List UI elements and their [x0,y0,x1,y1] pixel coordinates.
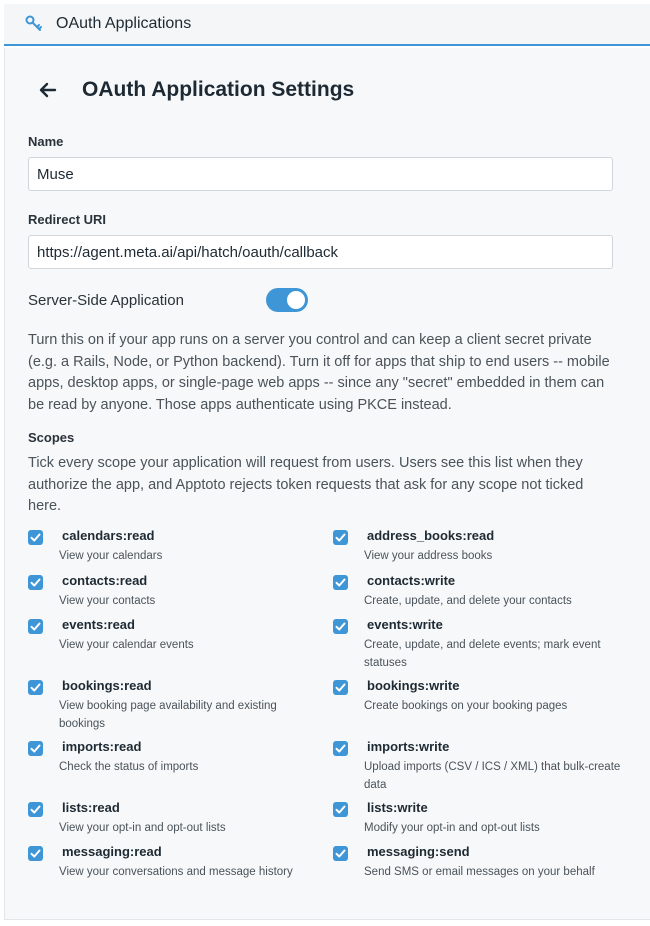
name-label: Name [28,134,64,149]
scope-description: Check the status of imports [59,761,199,773]
scope-checkbox[interactable] [333,575,348,590]
redirect-uri-input[interactable] [28,235,613,269]
scopes-help: Tick every scope your application will request from users. Users see this list when they authorize the app, and Apptoto rejects token requests that ask for any scope not ticked here. [28,455,584,514]
panel-header [4,4,650,46]
check-icon [30,743,41,754]
scope-name: bookings:read [62,678,152,693]
check-icon [335,848,346,859]
scope-name: lists:read [62,800,120,815]
scope-description: View your calendars [59,550,163,562]
scope-checkbox[interactable] [333,530,348,545]
scope-name: address_books:read [367,528,495,543]
scope-name: bookings:write [367,678,460,693]
scope-name: calendars:read [62,528,155,543]
check-icon [335,577,346,588]
scope-name: imports:read [62,739,142,754]
scope-checkbox[interactable] [28,741,43,756]
scope-checkbox[interactable] [333,680,348,695]
toggle-knob [287,291,305,309]
name-input[interactable] [28,157,613,191]
panel-title: OAuth Applications [56,15,192,32]
check-icon [30,621,41,632]
scope-description: Create, update, and delete events; mark event statuses [364,639,601,669]
scope-name: lists:write [367,800,428,815]
check-icon [30,577,41,588]
scope-checkbox[interactable] [28,575,43,590]
check-icon [30,848,41,859]
scope-checkbox[interactable] [28,846,43,861]
scope-name: messaging:send [367,844,470,859]
scope-checkbox[interactable] [333,619,348,634]
scope-description: Create bookings on your booking pages [364,700,568,712]
scope-checkbox[interactable] [28,802,43,817]
server-side-help: Turn this on if your app runs on a server you control and can keep a client secret private (e.g. a Rails, Node, or Python backend). Turn it off for apps that ship to end users -- mobile apps, desktop apps, or single-page web apps -- since any "secret" embedded in them can be read by anyone. Those apps authenticate using PKCE instead. [28,332,610,413]
scope-description: View your contacts [59,595,156,607]
scope-description: Upload imports (CSV / ICS / XML) that bulk-create data [364,761,621,791]
scope-description: View your opt-in and opt-out lists [59,822,226,834]
scope-name: imports:write [367,739,450,754]
scope-name: messaging:read [62,844,162,859]
scope-name: contacts:read [62,573,148,588]
back-arrow-icon[interactable] [36,78,60,102]
scope-description: Create, update, and delete your contacts [364,595,572,607]
check-icon [335,743,346,754]
scope-description: Send SMS or email messages on your behalf [364,866,595,878]
page-title: OAuth Application Settings [82,78,355,101]
key-icon [24,14,44,34]
scope-checkbox[interactable] [333,802,348,817]
scope-checkbox[interactable] [28,619,43,634]
scope-description: View booking page availability and existing bookings [59,700,277,730]
scope-description: View your address books [364,550,493,562]
page-heading [36,78,354,102]
redirect-uri-label: Redirect URI [28,212,107,227]
scope-name: events:read [62,617,135,632]
scope-description: View your conversations and message history [59,866,293,878]
scope-checkbox[interactable] [28,680,43,695]
scope-checkbox[interactable] [333,741,348,756]
scope-name: events:write [367,617,443,632]
scope-checkbox[interactable] [28,530,43,545]
check-icon [30,682,41,693]
check-icon [335,682,346,693]
check-icon [335,621,346,632]
scope-description: Modify your opt-in and opt-out lists [364,822,540,834]
scopes-label: Scopes [28,430,75,445]
server-side-label: Server-Side Application [28,292,184,309]
check-icon [30,804,41,815]
scope-description: View your calendar events [59,639,194,651]
scope-name: contacts:write [367,573,456,588]
check-icon [335,804,346,815]
check-icon [30,532,41,543]
server-side-toggle[interactable] [266,288,308,312]
scope-checkbox[interactable] [333,846,348,861]
check-icon [335,532,346,543]
